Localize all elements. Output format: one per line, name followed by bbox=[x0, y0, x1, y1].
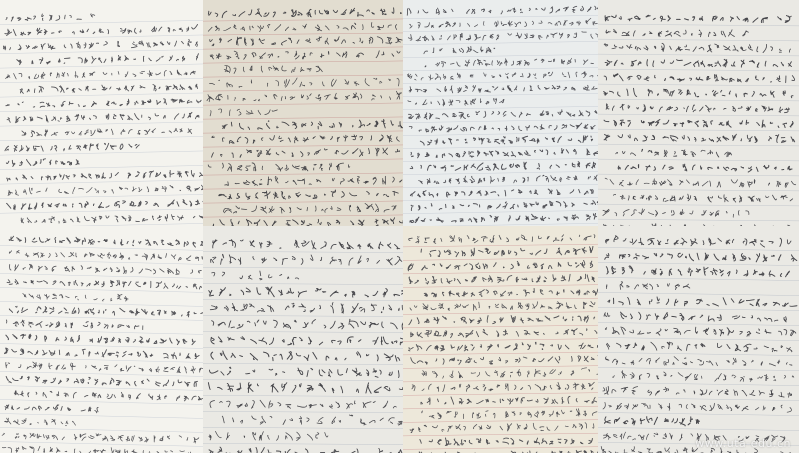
lighting-overlay bbox=[0, 226, 207, 453]
essay-page-2 bbox=[203, 0, 407, 230]
essay-page-6 bbox=[203, 226, 407, 453]
lighting-overlay bbox=[203, 0, 407, 230]
essay-page-4 bbox=[598, 0, 799, 230]
lighting-overlay bbox=[203, 226, 407, 453]
essay-page-8 bbox=[598, 226, 799, 453]
lighting-overlay bbox=[598, 226, 799, 453]
lighting-overlay bbox=[403, 0, 603, 230]
essay-page-1 bbox=[0, 0, 207, 230]
lighting-overlay bbox=[403, 226, 603, 453]
lighting-overlay bbox=[0, 0, 207, 230]
essay-page-3 bbox=[403, 0, 603, 230]
watermark-text: www.uta-edu.cn bbox=[695, 437, 791, 450]
lighting-overlay bbox=[598, 0, 799, 230]
essay-page-7 bbox=[403, 226, 603, 453]
essay-page-5 bbox=[0, 226, 207, 453]
